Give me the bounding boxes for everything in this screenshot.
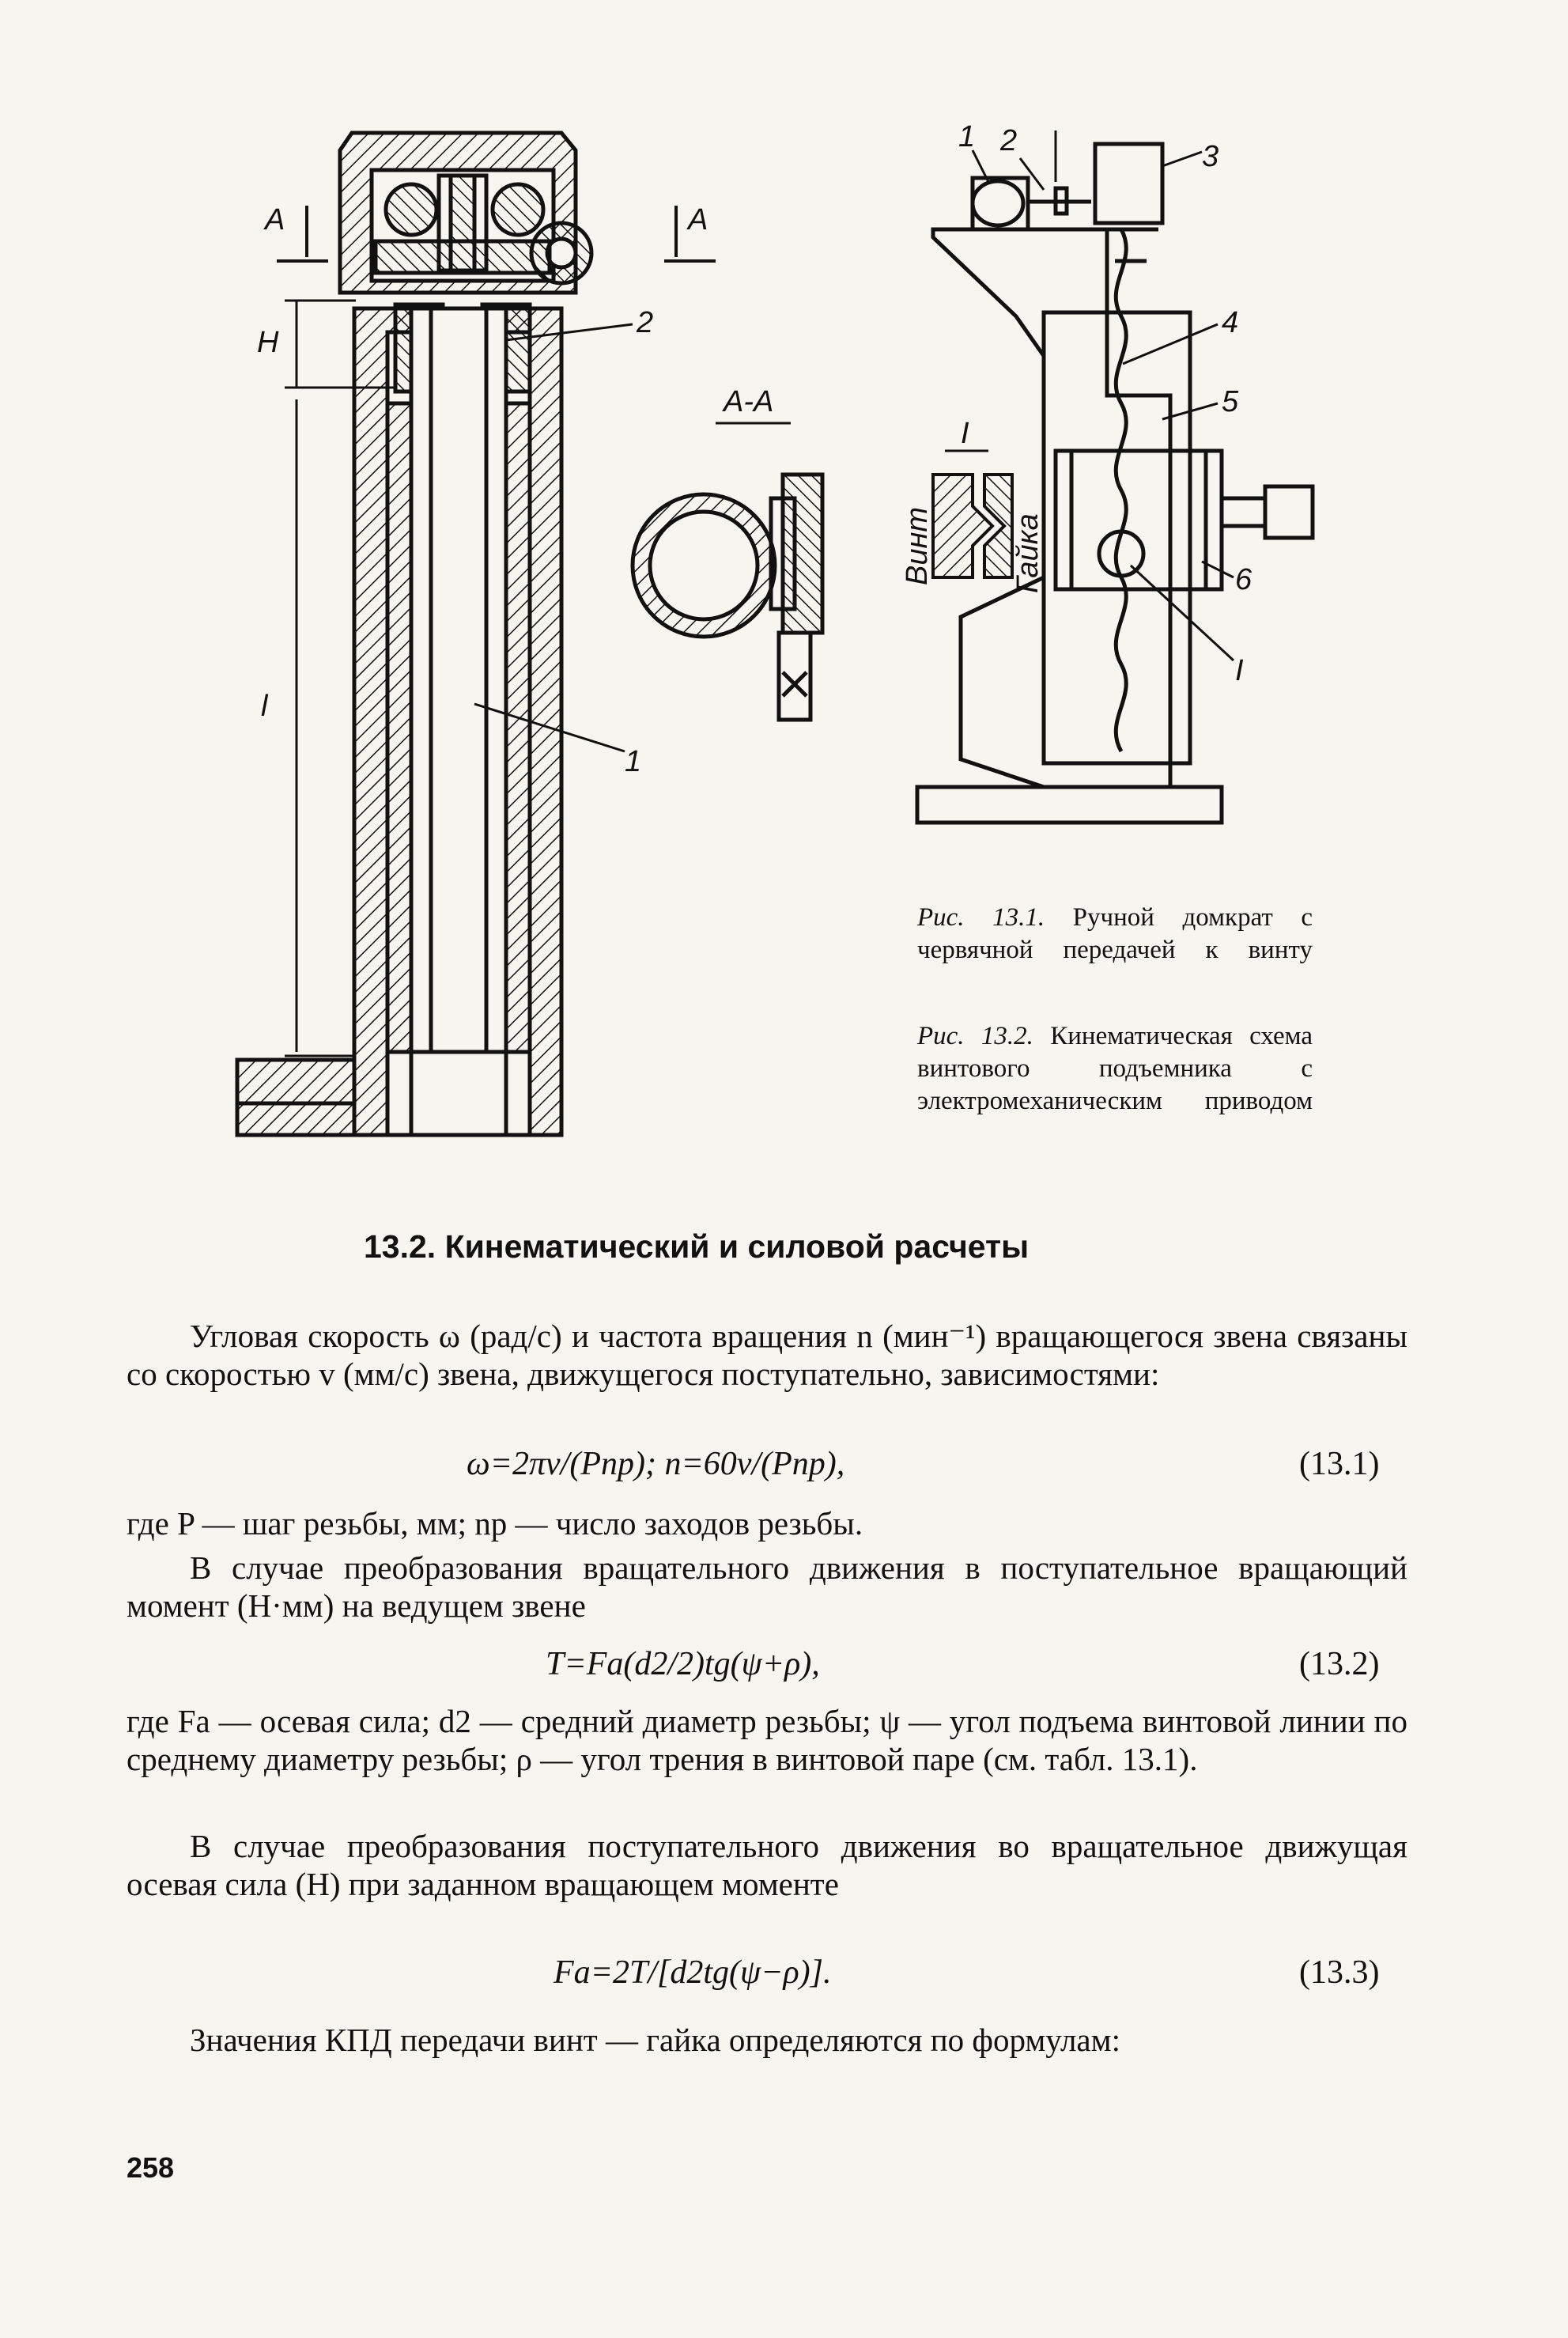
caption-fig-13-2-number: Рис. 13.2.	[917, 1022, 1033, 1050]
section-label-right: A	[688, 203, 708, 236]
nut-label: Гайка	[1011, 513, 1045, 593]
paragraph-3: В случае преобразования вращательного движения в поступательное вращающий момент (Н·мм) на ведущем звене	[127, 1549, 1407, 1624]
equation-number-13-3: (13.3)	[1299, 1954, 1380, 1991]
equation-number-13-2: (13.2)	[1299, 1646, 1380, 1682]
paragraph-2: где P — шаг резьбы, мм; nр — число заходов резьбы.	[127, 1505, 863, 1542]
paragraph-5: В случае преобразования поступательного движения во вращательное движущая осевая сила (Н) при заданном вращающем моменте	[127, 1828, 1407, 1902]
formula-13-2: T=Fa(d2/2)tg(ψ+ρ),	[546, 1646, 820, 1682]
dim-h-label: H	[257, 326, 279, 359]
paragraph-4: где Fa — осевая сила; d2 — средний диаметр резьбы; ψ — угол подъема винтовой линии по среднему диаметру резьбы; ρ — угол трения в винтовой паре (см. табл. 13.1).	[127, 1703, 1407, 1777]
formula-13-1: ω=2πv/(Pnр); n=60v/(Pnр),	[467, 1446, 845, 1482]
section-view-label: A-A	[724, 385, 774, 418]
page-number: 258	[127, 2151, 175, 2184]
caption-fig-13-1	[917, 902, 1313, 967]
part-6-label: 6	[1235, 563, 1253, 596]
part-2-label: 2	[637, 306, 654, 339]
paragraph-6: Значения КПД передачи винт — гайка определяются по формулам:	[190, 2022, 1120, 2058]
formula-13-3: Fa=2T/[d2tg(ψ−ρ)].	[554, 1954, 832, 1991]
dim-l-label: l	[261, 690, 268, 723]
equation-number-13-1: (13.1)	[1299, 1446, 1380, 1482]
section-title: 13.2. Кинематический и силовой расчеты	[364, 1228, 1030, 1265]
detail-title: I	[961, 417, 969, 450]
part-3-label: 3	[1202, 140, 1219, 173]
caption-fig-13-1-text: Ручной домкрат с червячной передачей к винту	[917, 903, 1313, 964]
part-5-label: 5	[1222, 385, 1239, 418]
lift-frame	[917, 144, 1313, 823]
caption-fig-13-2	[917, 1020, 1313, 1118]
caption-fig-13-1-number: Рис. 13.1.	[917, 903, 1045, 932]
part-1-label: 1	[625, 745, 642, 778]
detail-ref-label: I	[1235, 654, 1244, 687]
paragraph-1: Угловая скорость ω (рад/с) и частота вращения n (мин⁻¹) вращающегося звена связаны со скоростью v (мм/с) звена, движущегося поступательно, зависимостями:	[127, 1318, 1407, 1392]
screw-label: Винт	[901, 506, 934, 585]
thread-detail	[933, 475, 1012, 577]
part-4-label: 4	[1222, 306, 1239, 339]
part-2-label: 2	[1000, 124, 1018, 157]
section-label-left: A	[265, 203, 285, 236]
part-1-label: 1	[958, 120, 976, 153]
caption-fig-13-2-text: Кинематическая схема винтового подъемника с электромеханическим приводом	[917, 1022, 1313, 1115]
